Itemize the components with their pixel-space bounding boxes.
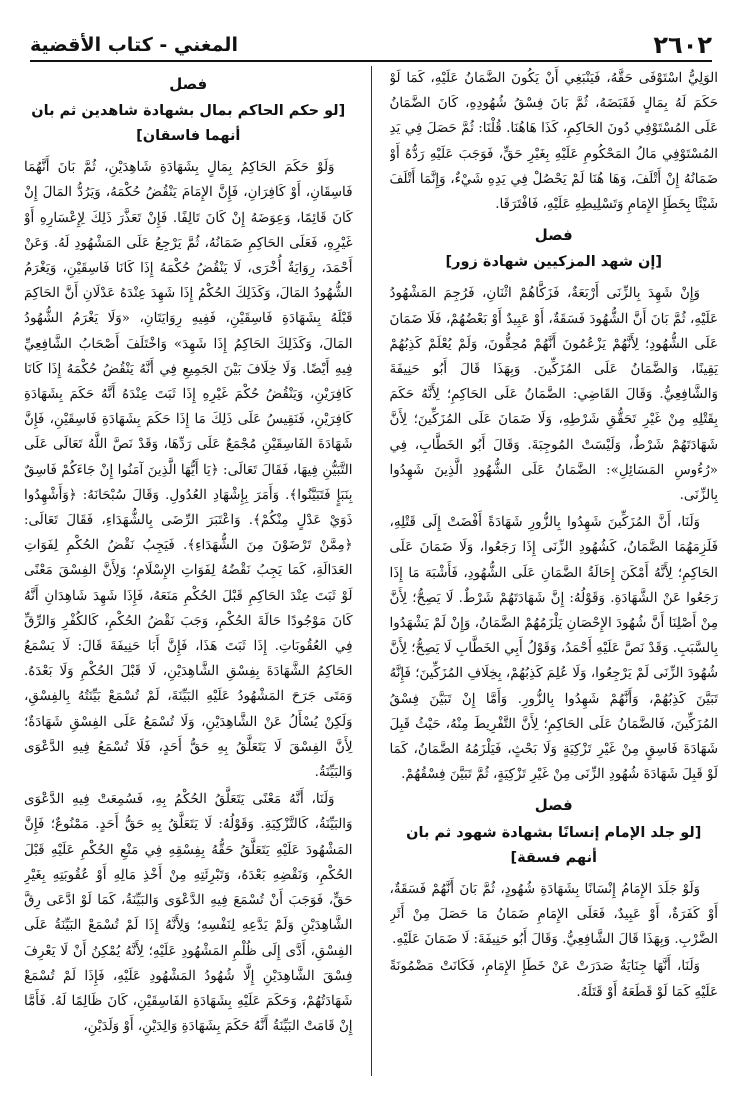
right-paragraph-1: الوَلِيُّ اسْتَوْفَى حَقَّهُ، فَيَنْبَغِي أَنْ يَكُونَ الضَّمَانُ عَلَيْهِ، كَمَا لَوْ حَكَمَ لَهُ بِمَالٍ فَقَبَضَهُ، ثُمَّ بَانَ فِسْقُ شُهُودِهِ، كَانَ الضَّمَانُ عَلَى المُسْتَوْفِي دُونَ الحَاكِمِ، كَذَا هَاهُنَا. قُلْنَا: ثُمَّ حَصَلَ فِي يَدِ المُسْتَوْفِي مَالُ المَحْكُومِ عَلَيْهِ بِغَيْرِ حَقٍّ، فَوَجَبَ عَلَيْهِ رَدُّهُ أَوْ ضَمَانُهُ إِنْ أَتْلَفَ، وَهَا هُنَا لَمْ يَحْصُلْ فِي يَدِهِ شَيْءٌ، وَإِنَّمَا أَتْلَفَ شَيْئًا بِخَطَإِ الإِمَامِ وَتَسْلِيطِهِ عَلَيْهِ، فَافْتَرَقَا.	[389, 71, 718, 213]
right-paragraph-4: وَلَوْ جَلَدَ الإِمَامُ إِنْسَانًا بِشَهَادَةِ شُهُودٍ، ثُمَّ بَانَ أَنَّهُمْ فَسَقَةٌ، أَوْ كَفَرَةٌ، أَوْ عَبِيدٌ، فَعَلَى الإِمَامِ ضَمَانُ مَا حَصَلَ مِنْ أَثَرِ الضَّرْبِ. وَبِهَذَا قَالَ الشَّافِعِيُّ. وَقَالَ أَبُو حَنِيفَةَ: لَا ضَمَانَ عَلَيْهِ.	[389, 881, 718, 948]
section-title: [لو حكم الحاكم بمال بشهادة شاهدين ثم بان أنهما فاسقان]	[31, 103, 346, 145]
running-title: المغني - كتاب الأقضية	[30, 34, 238, 56]
page-number: ٢٦٠٢	[653, 31, 712, 59]
left-column	[24, 66, 353, 1076]
section-heading-fasl: فصل	[169, 75, 208, 93]
right-column	[390, 66, 719, 1076]
left-paragraph-1: وَلَوْ حَكَمَ الحَاكِمُ بِمَالٍ بِشَهَادَةِ شَاهِدَيْنِ، ثُمَّ بَانَ أَنَّهُمَا فَاسِقَانِ، أَوْ كَافِرَانِ، فَإِنَّ الإِمَامَ يَنْقُضُ حُكْمَهُ، وَيَرُدُّ المَالَ إِنْ كَانَ قَائِمًا، وَعِوَضَهُ إِنْ كَانَ تَالِفًا. فَإِنْ تَعَذَّرَ ذَلِكَ لِإِعْسَارِهِ أَوْ غَيْرِهِ، فَعَلَى الحَاكِمِ ضَمَانُهُ، ثُمَّ يَرْجِعُ عَلَى المَشْهُودِ لَهُ. وَعَنْ أَحْمَدَ، رِوَايَةٌ أُخْرَى، لَا يَنْقُضُ حُكْمَهُ إِذَا كَانَا فَاسِقَيْنِ، وَيَغْرَمُ الشُّهُودُ المَالَ، وَكَذَلِكَ الحُكْمُ إِذَا شَهِدَ عِنْدَهُ عَدْلَانِ أَنَّ الحَاكِمَ قَبْلَهُ بِشَهَادَةِ فَاسِقَيْنِ، فَفِيهِ رِوَايَتَانِ، «وَلَا يَغْرَمُ الشُّهُودُ المَالَ، وَكَذَلِكَ الحَاكِمُ إِذَا شَهِدَ» وَاخْتَلَفَ أَصْحَابُ الشَّافِعِيِّ فِيهِ أَيْضًا. وَلَا خِلَافَ بَيْنَ الجَمِيعِ فِي أَنَّهُ يَنْقُضُ حُكْمَهُ إِذَا كَانَا كَافِرَيْنِ، وَيَنْقُضُ حُكْمَ غَيْرِهِ إِذَا ثَبَتَ عِنْدَهُ أَنَّهُ حَكَمَ بِشَهَادَةِ كَافِرَيْنِ، فَنَقِيسُ عَلَى ذَلِكَ مَا إِذَا حَكَمَ بِشَهَادَةِ فَاسِقَيْنِ، فَإِنَّ شَهَادَةَ الفَاسِقَيْنِ مُجْمَعٌ عَلَى رَدِّهَا، وَقَدْ نَصَّ اللَّهُ تَعَالَى عَلَى التَّبَيُّنِ فِيهَا، فَقَالَ تَعَالَى: ﴿يَا أَيُّهَا الَّذِينَ آمَنُوا إِنْ جَاءَكُمْ فَاسِقٌ بِنَبَإٍ فَتَبَيَّنُوا﴾. وَأَمَرَ بِإِشْهَادِ العُدُولِ. وَقَالَ سُبْحَانَهُ: ﴿وَأَشْهِدُوا ذَوَيْ عَدْلٍ مِنْكُمْ﴾. وَاعْتَبَرَ الرِّضَى بِالشُّهَدَاءِ، فَقَالَ تَعَالَى: ﴿مِمَّنْ تَرْضَوْنَ مِنَ الشُّهَدَاءِ﴾. فَيَجِبُ نَقْضُ الحُكْمِ لِفَوَاتِ العَدَالَةِ، كَمَا يَجِبُ نَقْضُهُ لِفَوَاتِ الإِسْلَامِ؛ وَلِأَنَّ الفِسْقَ مَعْنًى لَوْ ثَبَتَ عِنْدَ الحَاكِمِ قَبْلَ الحُكْمِ مَنَعَهُ، فَإِذَا شَهِدَ شَاهِدَانِ أَنَّهُ كَانَ مَوْجُودًا حَالَةَ الحُكْمِ، وَجَبَ نَقْضُ الحُكْمِ، كَالكُفْرِ وَالرِّقِّ فِي العُقُوبَاتِ. إِذَا ثَبَتَ هَذَا، فَإِنَّ أَبَا حَنِيفَةَ قَالَ: لَا يَسْمَعُ الحَاكِمُ الشَّهَادَةَ بِفِسْقِ الشَّاهِدَيْنِ، لَا قَبْلَ الحُكْمِ وَلَا بَعْدَهُ. وَمَتَى جَرَحَ المَشْهُودُ عَلَيْهِ البَيِّنَةَ، لَمْ تُسْمَعْ بَيِّنَتُهُ بِالفِسْقِ، وَلَكِنْ يُسْأَلُ عَنْ الشَّاهِدَيْنِ، وَلَا تُسْمَعُ عَلَى الفِسْقِ شَهَادَةٌ؛ لِأَنَّ الفِسْقَ لَا يَتَعَلَّقُ بِهِ حَقُّ أَحَدٍ، فَلَا تُسْمَعُ فِيهِ الدَّعْوَى وَالبَيِّنَةُ.	[24, 160, 353, 781]
page-header	[30, 22, 712, 62]
section-title: [لو جلد الإمام إنسانًا بشهادة شهود ثم بان أنهم فسقة]	[406, 824, 702, 866]
section-title: [إن شهد المزكيين شهادة زور]	[445, 254, 662, 271]
text-columns	[24, 66, 718, 1076]
right-paragraph-5: وَلَنَا، أَنَّهَا جِنَايَةٌ صَدَرَتْ عَنْ خَطَإِ الإِمَامِ، فَكَانَتْ مَضْمُونَةً عَلَيْهِ كَمَا لَوْ قَطَعَهُ أَوْ قَتَلَهُ.	[389, 959, 718, 1000]
column-divider	[371, 66, 372, 1076]
section-heading-fasl: فصل	[534, 796, 573, 815]
section-heading-fasl: فصل	[534, 226, 573, 245]
right-paragraph-2: وَإِنْ شَهِدَ بِالزِّنَى أَرْبَعَةٌ، فَزَكَّاهُمْ اثْنَانِ، فَرُجِمَ المَشْهُودُ عَلَيْهِ، ثُمَّ بَانَ أَنَّ الشُّهُودَ فَسَقَةٌ، أَوْ عَبِيدٌ أَوْ بَعْضُهُمْ، فَلَا ضَمَانَ عَلَى الشُّهُودِ؛ لِأَنَّهُمْ يَزْعُمُونَ أَنَّهُمْ مُحِقُّونَ، وَلَمْ يُعْلَمْ كَذِبُهُمْ يَقِينًا، وَالضَّمَانُ عَلَى المُزَكِّينَ. وَبِهَذَا قَالَ أَبُو حَنِيفَةَ وَالشَّافِعِيُّ. وَقَالَ القَاضِي: الضَّمَانُ عَلَى الحَاكِمِ؛ لِأَنَّهُ حَكَمَ بِقَتْلِهِ مِنْ غَيْرِ تَحَقُّقِ شَرْطِهِ، وَلَا ضَمَانَ عَلَى المُزَكِّينَ؛ لِأَنَّ شَهَادَتَهُمْ شَرْطٌ، وَلَيْسَتْ المُوجِبَةَ. وَقَالَ أَبُو الخَطَّابِ، فِي «رُءُوسِ المَسَائِلِ»: الضَّمَانُ عَلَى الشُّهُودِ الَّذِينَ شَهِدُوا بِالزِّنَى.	[389, 286, 718, 504]
left-paragraph-2: وَلَنَا، أَنَّهُ مَعْنًى يَتَعَلَّقُ الحُكْمُ بِهِ، فَسُمِعَتْ فِيهِ الدَّعْوَى وَالبَيِّنَةُ، كَالتَّزْكِيَةِ. وَقَوْلُهُ: لَا يَتَعَلَّقُ بِهِ حَقُّ أَحَدٍ. مَمْنُوعٌ؛ فَإِنَّ المَشْهُودَ عَلَيْهِ يَتَعَلَّقُ حَقُّهُ بِفِسْقِهِ فِي مَنْعِ الحُكْمِ عَلَيْهِ قَبْلَ الحُكْمِ، وَنَقْضِهِ بَعْدَهُ، وَتَبْرِئَتِهِ مِنْ أَخْذِ مَالِهِ أَوْ عُقُوبَتِهِ بِغَيْرِ حَقٍّ، فَوَجَبَ أَنْ تُسْمَعَ فِيهِ الدَّعْوَى وَالبَيِّنَةُ، كَمَا لَوْ ادَّعَى رِقَّ الشَّاهِدَيْنِ وَلَمْ يَدَّعِهِ لِنَفْسِهِ؛ وَلِأَنَّهُ إِذَا لَمْ تُسْمَعْ البَيِّنَةُ عَلَى الفِسْقِ، أَدَّى إِلَى ظُلْمِ المَشْهُودِ عَلَيْهِ؛ لِأَنَّهُ يُمْكِنُ أَنْ لَا يَعْرِفَ فِسْقَ الشَّاهِدَيْنِ إِلَّا شُهُودُ المَشْهُودِ عَلَيْهِ، فَإِذَا لَمْ تُسْمَعْ شَهَادَتُهُمْ، وَحَكَمَ عَلَيْهِ بِشَهَادَةِ الفَاسِقَيْنِ، كَانَ ظَالِمًا لَهُ. فَأَمَّا إِنْ قَامَتْ البَيِّنَةُ أَنَّهُ حَكَمَ بِشَهَادَةِ وَالِدَيْنِ، أَوْ وَلَدَيْنِ،	[24, 792, 353, 1035]
right-paragraph-3: وَلَنَا، أَنَّ المُزَكِّينَ شَهِدُوا بِالزُّورِ شَهَادَةً أَفْضَتْ إِلَى قَتْلِهِ، فَلَزِمَهُمَا الضَّمَانُ، كَشُهُودِ الزِّنَى إِذَا رَجَعُوا، وَلَا ضَمَانَ عَلَى الحَاكِمِ؛ لِأَنَّهُ أَمْكَنَ إِحَالَةُ الضَّمَانِ عَلَى الشُّهُودِ، فَأَشْبَهَ مَا إِذَا رَجَعُوا عَنْ الشَّهَادَةِ. وَقَوْلُهُ: إِنَّ شَهَادَتَهُمْ شَرْطٌ. لَا يَصِحُّ؛ لِأَنَّ مِنْ أَصْلِنَا أَنَّ شُهُودَ الإِحْصَانِ يَلْزَمُهُمْ الضَّمَانُ، وَإِنْ لَمْ يَشْهَدُوا بِالسَّبَبِ. وَقَدْ نَصَّ عَلَيْهِ أَحْمَدُ، وَقَوْلُ أَبِي الخَطَّابِ لَا يَصِحُّ؛ لِأَنَّ شُهُودَ الزِّنَى لَمْ يَرْجِعُوا، وَلَا عُلِمَ كَذِبُهُمْ، بِخِلَافِ المُزَكِّينَ؛ فَإِنَّهُ تَبَيَّنَ كَذِبُهُمْ، وَأَنَّهُمْ شَهِدُوا بِالزُّورِ. وَأَمَّا إِنْ تَبَيَّنَ فِسْقُ المُزَكِّينَ، فَالضَّمَانُ عَلَى الحَاكِمِ؛ لِأَنَّ التَّفْرِيطَ مِنْهُ، حَيْثُ قَبِلَ شَهَادَةَ فَاسِقٍ مِنْ غَيْرِ تَزْكِيَةٍ وَلَا بَحْثٍ، فَيَلْزَمُهُ الضَّمَانُ، كَمَا لَوْ قَبِلَ شَهَادَةَ شُهُودِ الزِّنَى مِنْ غَيْرِ تَزْكِيَةٍ، ثُمَّ تَبَيَّنَ فِسْقُهُمْ.	[389, 515, 718, 783]
